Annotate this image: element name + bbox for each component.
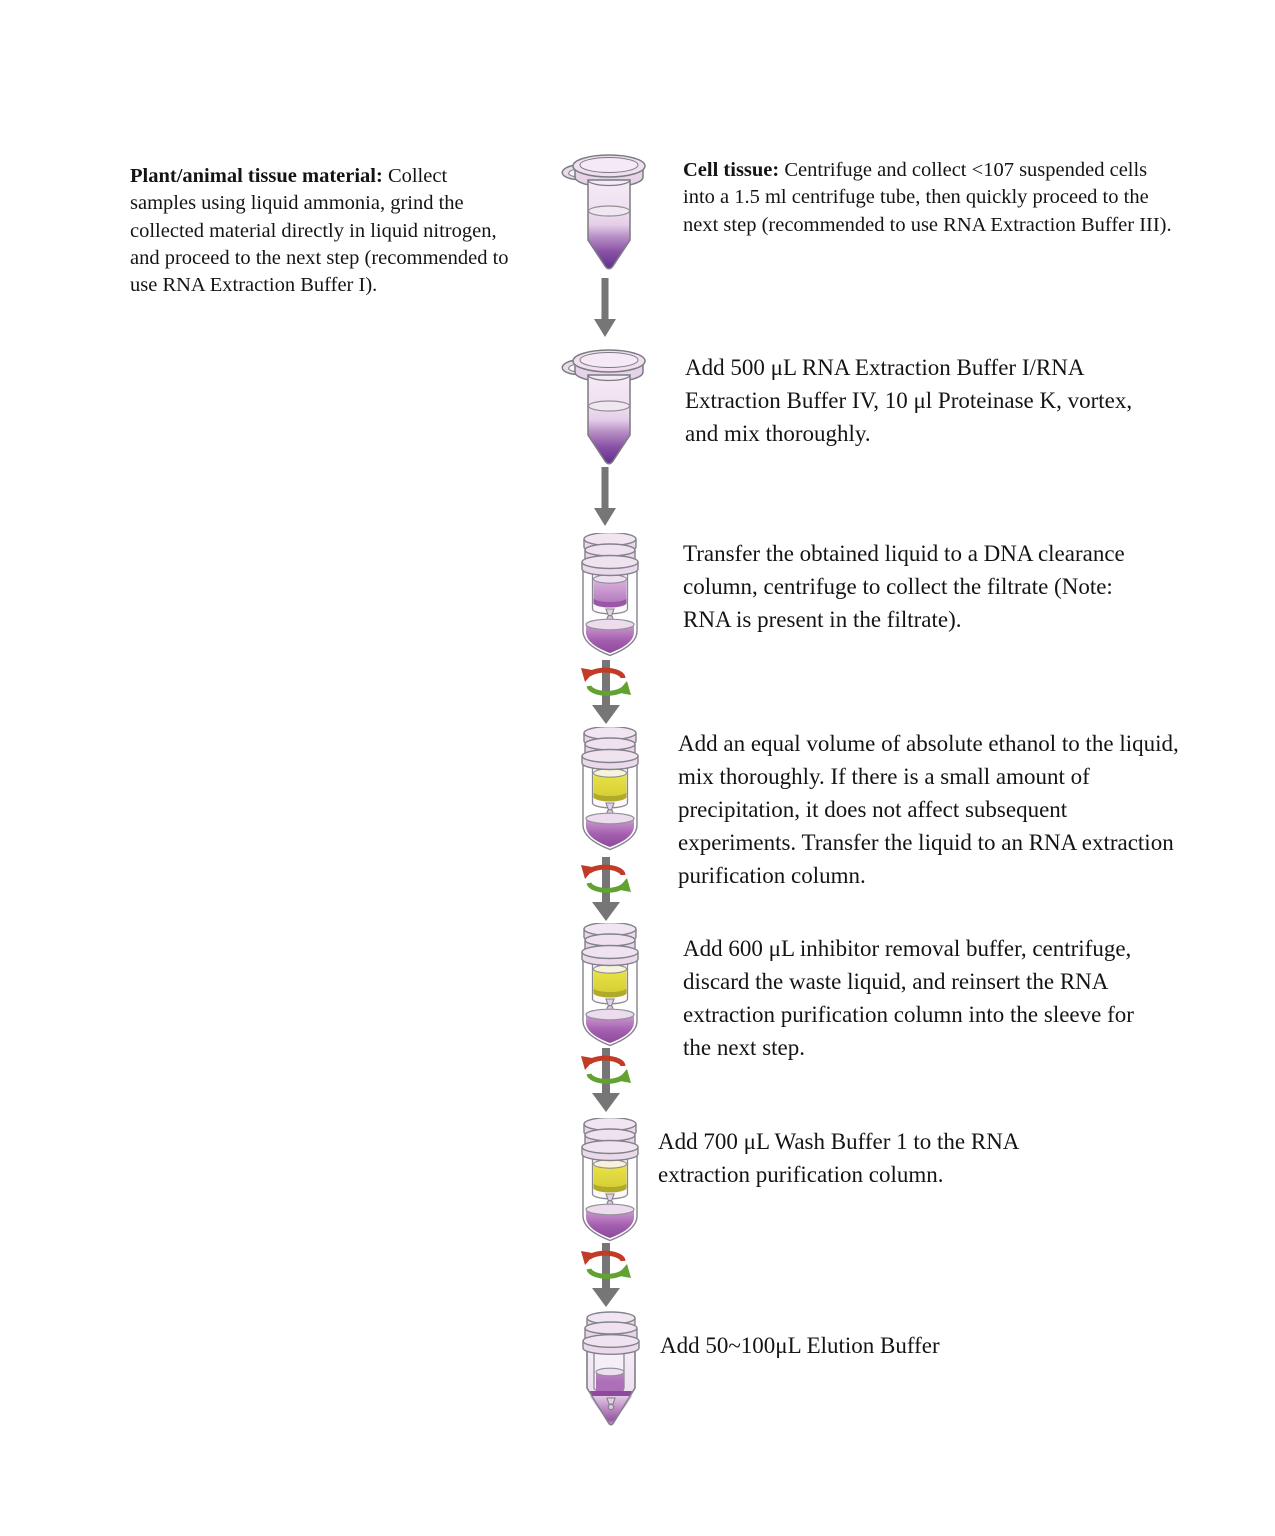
step-text: Add 600 μL inhibitor removal buffer, centrifuge, discard the waste liquid, and reinsert the RNA extraction purification column into the sleeve for the next step. xyxy=(683,936,1134,1060)
step-text: Add 500 μL RNA Extraction Buffer I/RNA Extraction Buffer IV, 10 μl Proteinase K, vortex, and mix thoroughly. xyxy=(685,355,1133,446)
spin-column-icon xyxy=(575,1118,645,1244)
centrifuge-tube-icon xyxy=(552,150,662,278)
step-text: Add 50~100μL Elution Buffer xyxy=(660,1333,940,1358)
down-arrow-icon xyxy=(593,467,617,527)
assembled-elution-tube-icon xyxy=(578,1308,644,1430)
centrifuge-spin-arrow-icon xyxy=(578,1048,634,1114)
spin-column-icon xyxy=(575,533,645,659)
step-text: Add an equal volume of absolute ethanol to the liquid, mix thoroughly. If there is a small amount of precipitation, it does not affect subsequent experiments. Transfer the liquid to an RNA extraction purification column. xyxy=(678,731,1179,888)
step-text: Add 700 μL Wash Buffer 1 to the RNA extraction purification column. xyxy=(658,1129,1019,1187)
branch-plant-animal-body: Collect samples using liquid ammonia, grind the collected material directly in liquid nitrogen, and proceed to the next step (recommended to use RNA Extraction Buffer I). xyxy=(130,165,509,296)
branch-cell-tissue-body: Centrifuge and collect <107 suspended cells into a 1.5 ml centrifuge tube, then quickly proceed to the next step (recommended to use RNA Extraction Buffer III). xyxy=(683,159,1172,236)
branch-plant-animal-text xyxy=(130,163,510,299)
step-text: Transfer the obtained liquid to a DNA clearance column, centrifuge to collect the filtrate (Note: RNA is present in the filtrate). xyxy=(683,541,1125,632)
centrifuge-spin-arrow-icon xyxy=(578,660,634,726)
spin-column-icon xyxy=(575,727,645,853)
down-arrow-icon xyxy=(593,278,617,338)
branch-cell-tissue-label: Cell tissue: xyxy=(683,159,780,181)
centrifuge-tube-icon xyxy=(552,345,662,473)
branch-cell-tissue-text xyxy=(683,157,1175,239)
centrifuge-spin-arrow-icon xyxy=(578,857,634,923)
spin-column-icon xyxy=(575,923,645,1049)
centrifuge-spin-arrow-icon xyxy=(578,1243,634,1309)
branch-plant-animal-label: Plant/animal tissue material: xyxy=(130,165,383,187)
